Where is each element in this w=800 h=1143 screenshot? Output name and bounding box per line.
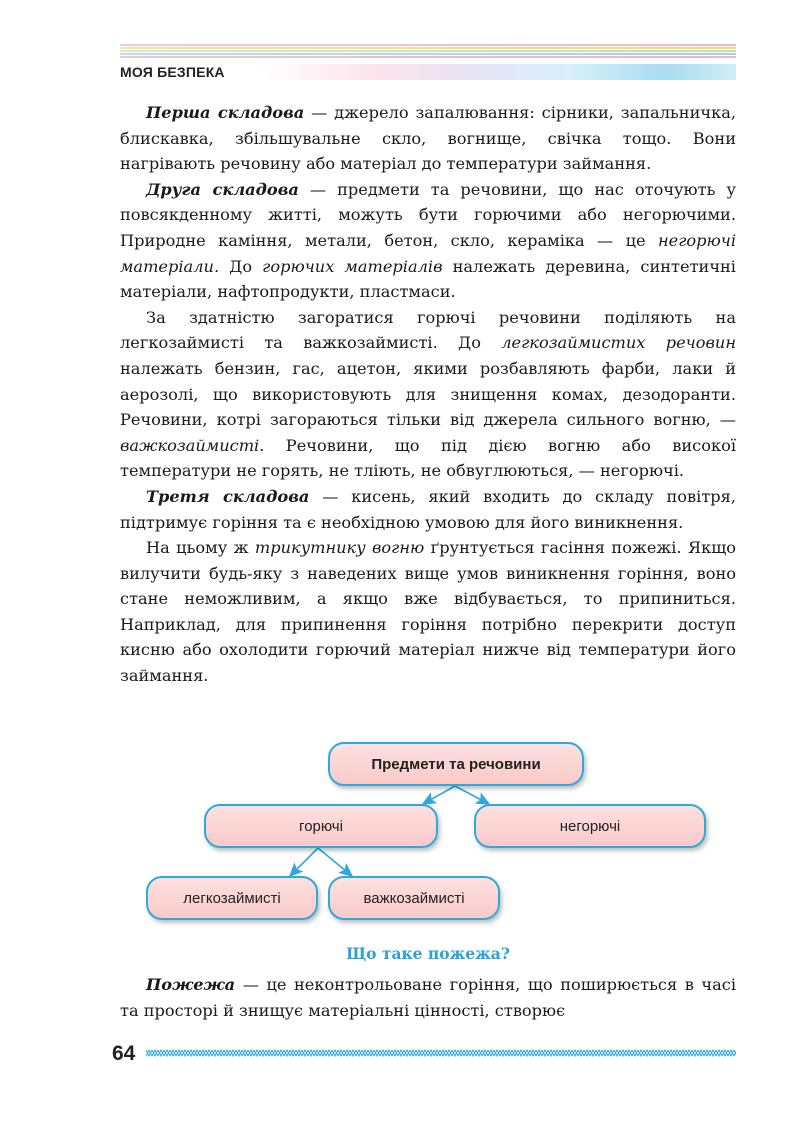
paragraph-text: — джерело запалювання: сірники, запальничка, блискавка, збільшувальне скло, вогнище, свічка тощо. Вони нагрівають речовину або матеріал до температури займання. (120, 103, 736, 174)
arrow-to-easily-flammable (290, 848, 318, 876)
paragraph-text: належать бензин, гас, ацетон, якими розбавляють фарби, лаки й аерозолі, що використовують для знищення комах, дезодоранти. Речовини, котрі загораються тільки від джерела сильного вогню, — (120, 358, 736, 430)
term: Друга складова (146, 179, 299, 199)
node-hard-flammable: важкозаймисті (328, 876, 500, 920)
classification-diagram (120, 740, 736, 930)
paragraph-fire-definition (120, 972, 736, 1023)
paragraph-second-component (120, 177, 736, 305)
paragraph-text: ґрунтується гасіння пожежі. Якщо вилучити будь-яку з наведених вище умов виникнення горіння, воно стане неможливим, а якщо вже відбувається, то припиниться. Наприклад, для припинення горіння потрібно перекрити доступ кисню або охолодити горючий матеріал нижче від температури його займання. (120, 538, 736, 686)
section-title: МОЯ БЕЗПЕКА (120, 64, 225, 80)
paragraph-text: . Речовини, що під дією вогню або високої температури не горять, не тліють, не обвуглюються, — негорючі. (120, 435, 736, 481)
arrow-to-flammable (423, 786, 455, 804)
body-text-bottom (120, 972, 736, 1023)
paragraph-fire-triangle (120, 535, 736, 689)
header-gradient-band (260, 64, 736, 80)
term: Перша складова (146, 103, 305, 122)
term: Пожежа (146, 975, 236, 994)
emphasis: трикутнику вогню (254, 538, 425, 558)
node-flammable: горючі (204, 804, 438, 848)
paragraph-text: — кисень, який входить до складу повітря, підтримує горіння та є необхідною умовою для його виникнення. (120, 486, 736, 532)
page-number: 64 (112, 1042, 136, 1065)
term: Третя складова (146, 486, 310, 506)
arrow-to-hard-flammable (318, 848, 352, 876)
paragraph-text: — це неконтрольоване горіння, що поширюється в часі та просторі й знищує матеріальні цінності, створює (120, 975, 736, 1020)
emphasis: горючих матеріалів (262, 256, 443, 276)
paragraph-third-component (120, 484, 736, 535)
paragraph-text: — предмети та речовини, що нас оточують у повсякденному житті, можуть бути горючими або негорючими. Природне каміння, метали, бетон, скло, кераміка — це (120, 179, 736, 250)
paragraph-flammability (120, 305, 736, 484)
paragraph-text: За здатністю загоратися горючі речовини поділяють на легкозаймисті та важкозаймисті. До (120, 307, 736, 353)
paragraph-text: На цьому ж (146, 538, 255, 558)
node-nonflammable: негорючі (474, 804, 706, 848)
node-objects-and-substances: Предмети та речовини (328, 742, 584, 786)
paragraph-first-component (120, 100, 736, 177)
arrow-to-nonflammable (455, 786, 489, 804)
header-decoration-stripes (120, 44, 736, 59)
node-easily-flammable: легкозаймисті (146, 876, 318, 920)
paragraph-text: . До (213, 256, 263, 276)
paragraph-text: належать деревина, синтетичні матеріали, нафтопродукти, пластмаси. (120, 256, 736, 302)
emphasis: негорючі матеріали (120, 230, 736, 276)
section-subheading: Що таке пожежа? (346, 944, 510, 963)
emphasis: легкозаймистих речовин (501, 333, 736, 353)
footer-zigzag-ornament (146, 1048, 736, 1058)
emphasis: важкозаймисті (120, 435, 260, 455)
body-text-top (120, 100, 736, 689)
